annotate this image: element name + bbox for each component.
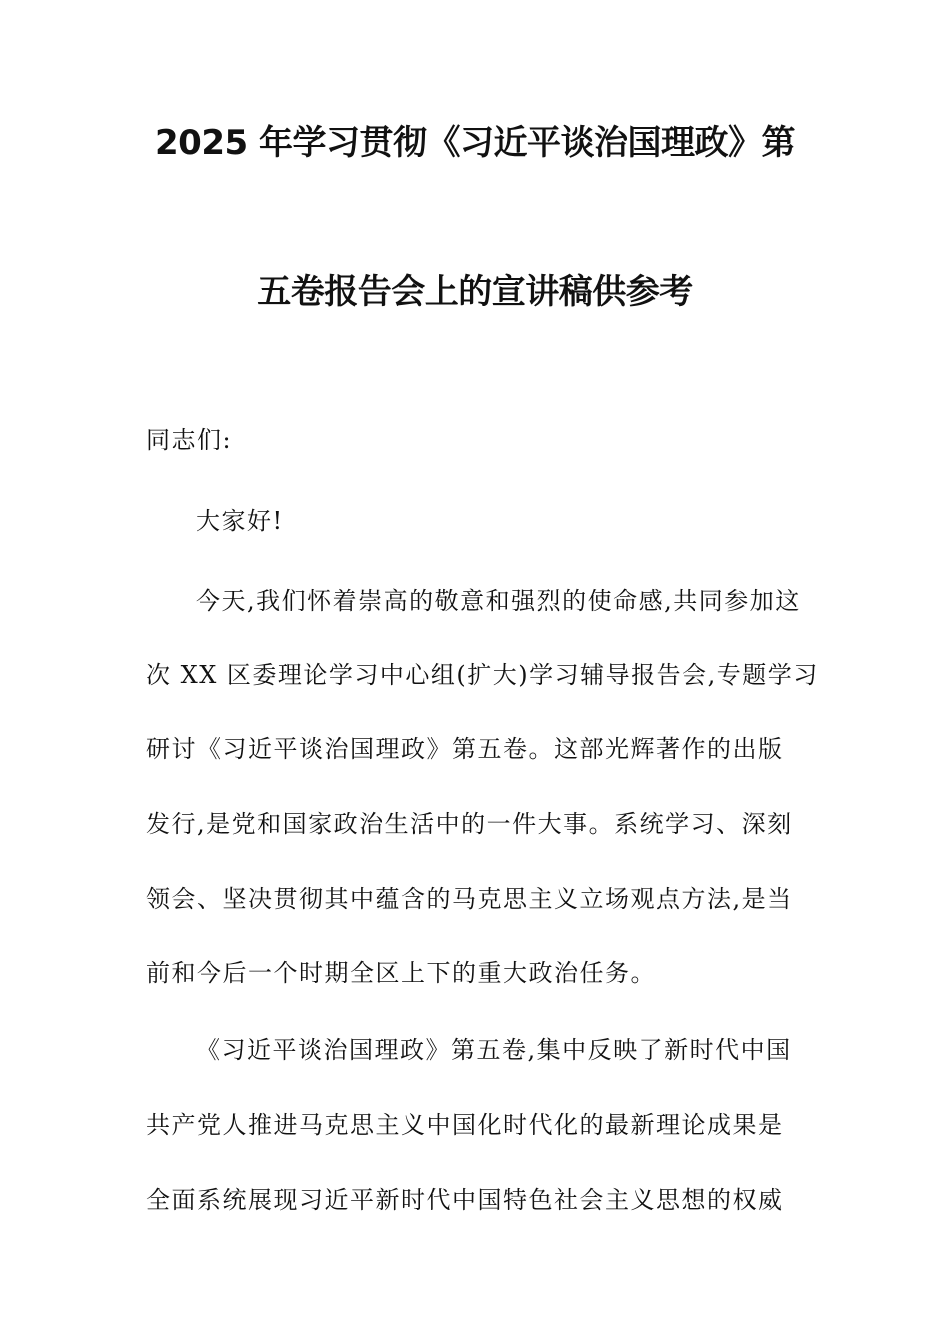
body-line-3: 研讨《习近平谈治国理政》第五卷。这部光辉著作的出版 xyxy=(146,735,784,763)
body-line-4: 发行,是党和国家政治生活中的一件大事。系统学习、深刻 xyxy=(146,810,793,838)
salutation: 同志们: xyxy=(146,426,233,454)
body-line-9: 全面系统展现习近平新时代中国特色社会主义思想的权威 xyxy=(146,1186,784,1214)
body-line-1: 今天,我们怀着崇高的敬意和强烈的使命感,共同参加这 xyxy=(196,587,801,615)
title-line-2: 五卷报告会上的宣讲稿供参考 xyxy=(257,272,693,312)
body-line-7: 《习近平谈治国理政》第五卷,集中反映了新时代中国 xyxy=(196,1036,792,1064)
body-line-5: 领会、坚决贯彻其中蕴含的马克思主义立场观点方法,是当 xyxy=(146,885,793,913)
greeting: 大家好! xyxy=(196,507,284,535)
body-line-6: 前和今后一个时期全区上下的重大政治任务。 xyxy=(146,959,656,987)
body-line-2: 次 XX 区委理论学习中心组(扩大)学习辅导报告会,专题学习 xyxy=(146,661,819,689)
title-line-1: 2025 年学习贯彻《习近平谈治国理政》第 xyxy=(155,123,795,163)
body-line-8: 共产党人推进马克思主义中国化时代化的最新理论成果是 xyxy=(146,1111,784,1139)
